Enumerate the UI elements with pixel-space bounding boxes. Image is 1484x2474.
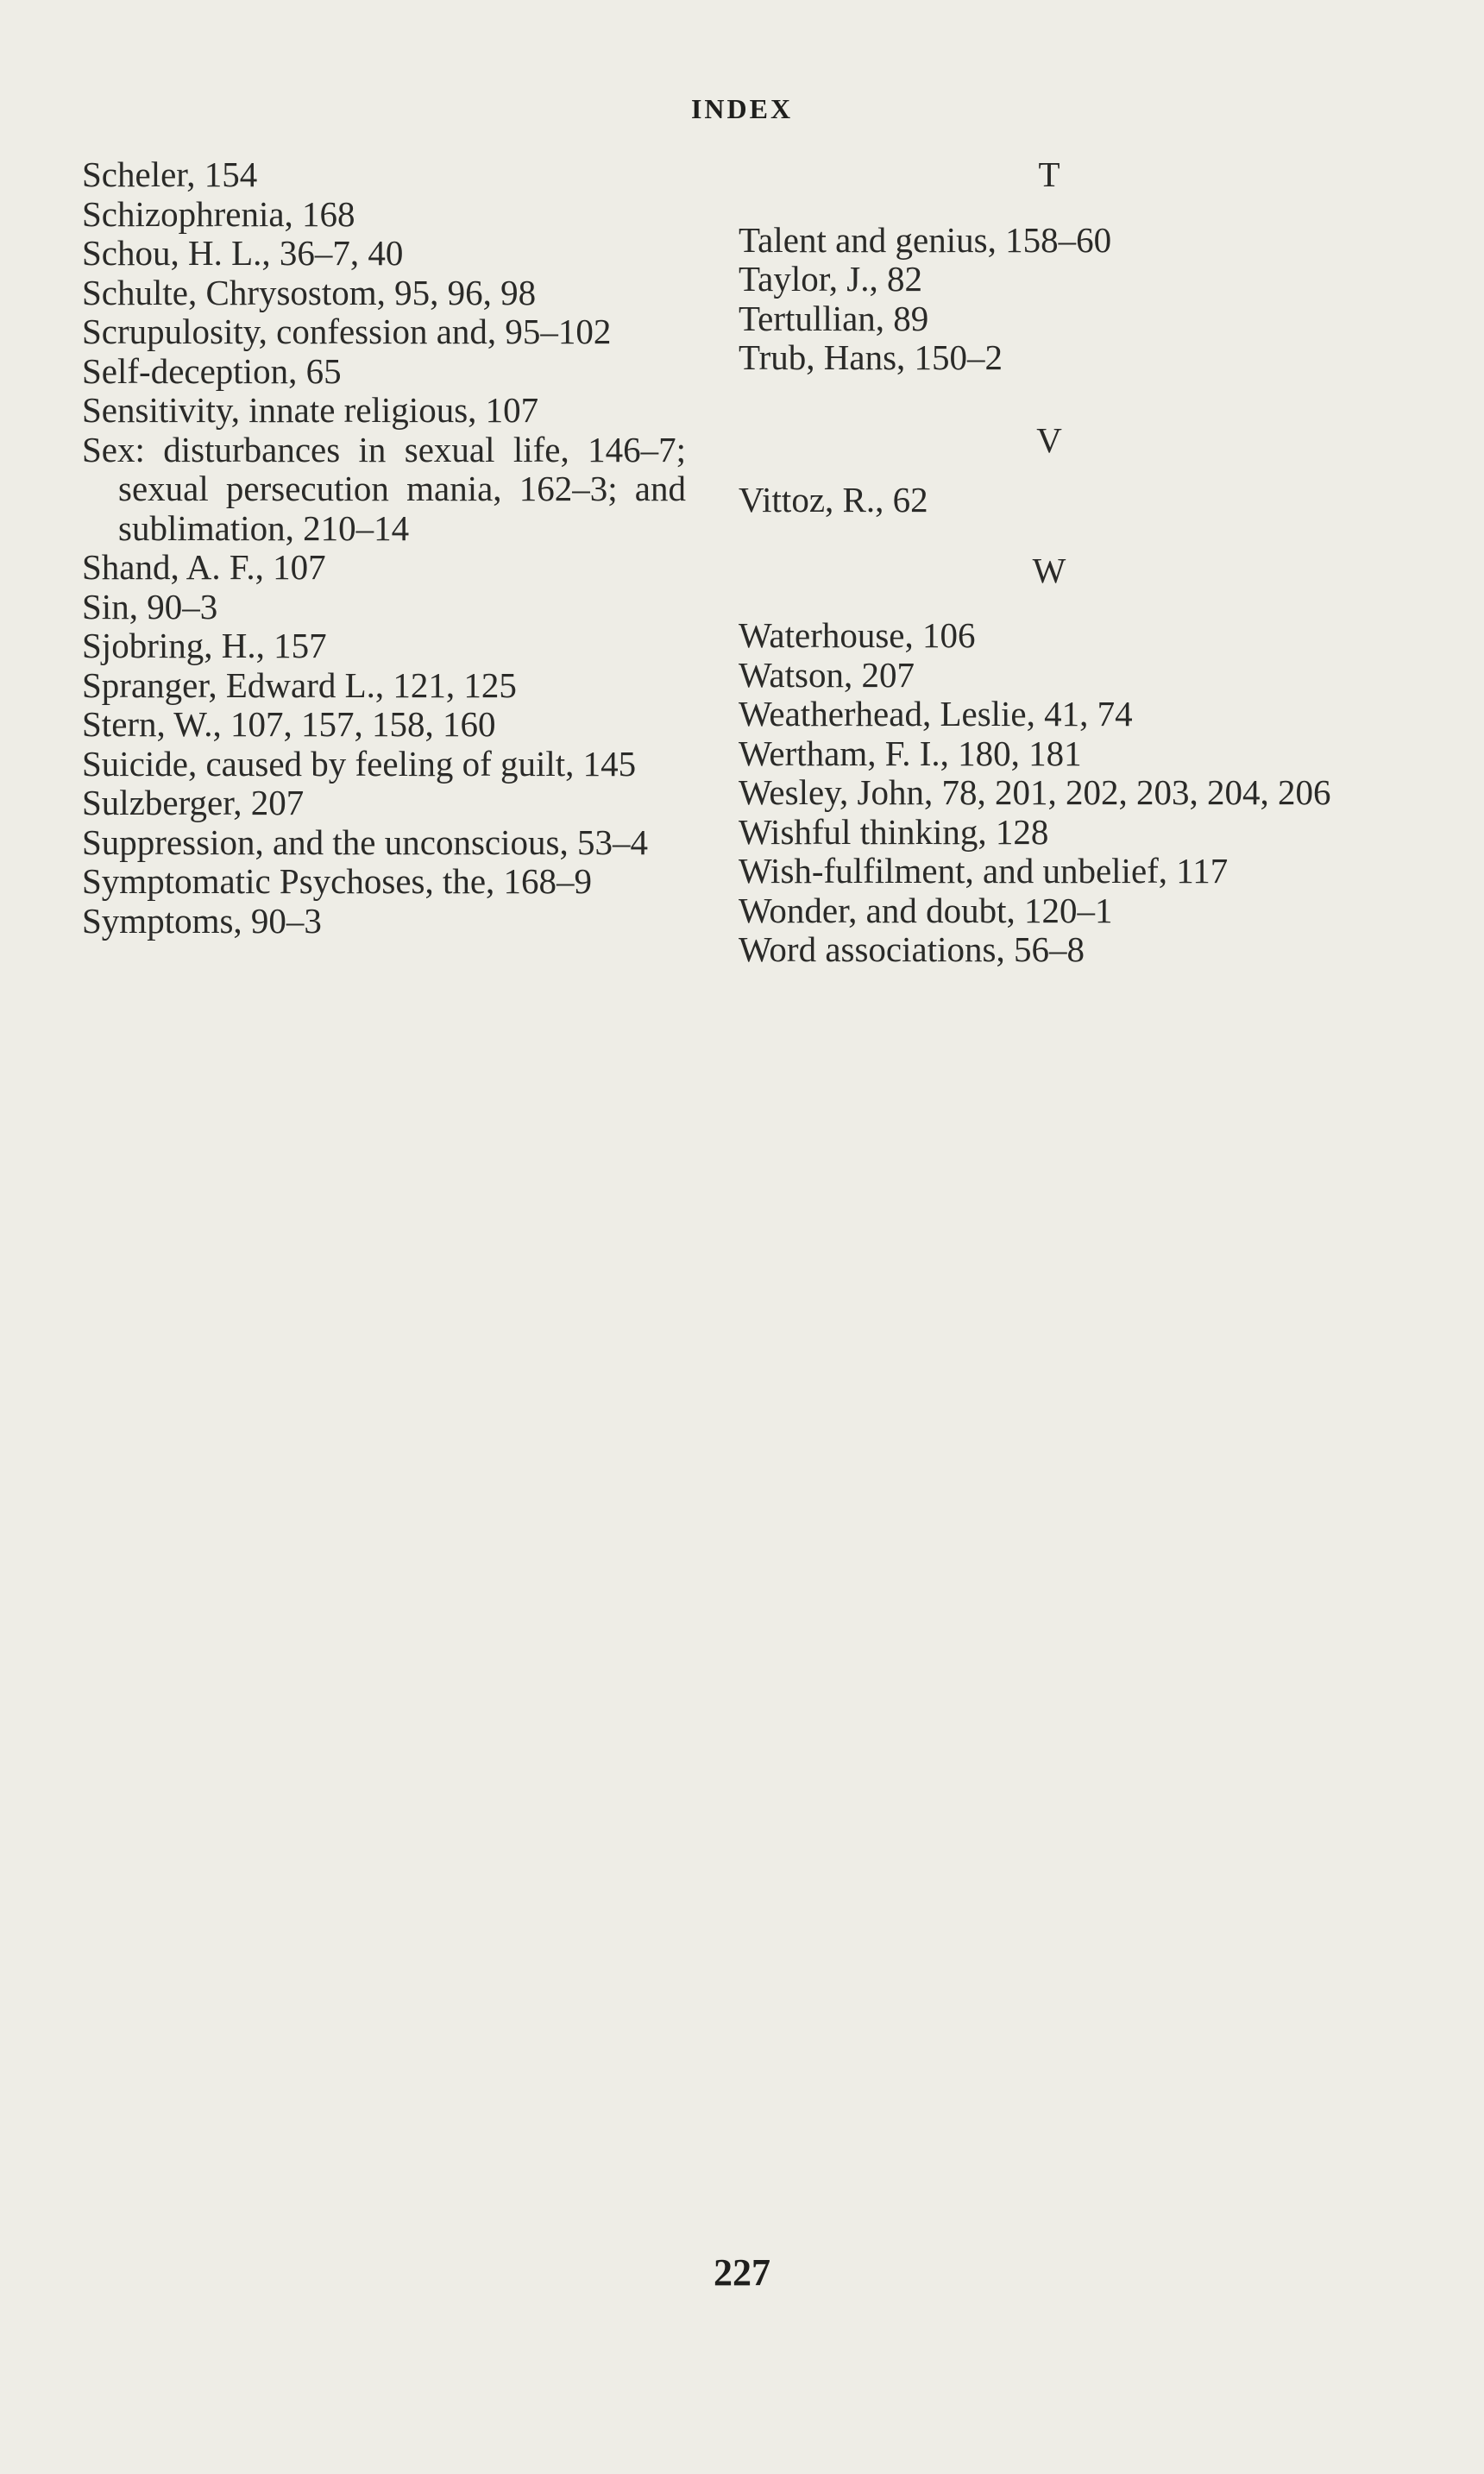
page-number: 227 [714,2251,770,2294]
index-entry: Trub, Hans, 150–2 [739,337,1003,377]
index-entry: Schulte, Chrysostom, 95, 96, 98 [82,272,537,312]
index-entry: Vittoz, R., 62 [739,480,928,519]
index-entry: Wesley, John, 78, 201, 202, 203, 204, 206 [739,772,1331,812]
index-entry: Schou, H. L., 36–7, 40 [82,233,404,273]
index-entry: Spranger, Edward L., 121, 125 [82,664,517,705]
index-entry: Waterhouse, 106 [739,615,976,655]
index-entry: Talent and genius, 158–60 [739,219,1112,260]
index-entry: Symptomatic Psychoses, the, 168–9 [82,861,593,901]
index-entry: Sex: disturbances in sexual life, 146–7; sexual persecution mania, 162–3; and sublimation, 210–14 [82,429,686,548]
page-heading: INDEX [690,93,794,124]
index-entry: Tertullian, 89 [739,298,929,338]
index-entry: Self-deception, 65 [82,350,342,391]
index-entry: Stern, W., 107, 157, 158, 160 [82,704,496,744]
index-column-left [82,155,686,941]
index-entry: Scheler, 154 [82,154,258,194]
section-letter-v: V [1036,419,1062,460]
index-column-right [739,155,1360,970]
index-entry: Sulzberger, 207 [82,783,305,822]
index-entry: Wish-fulfilment, and unbelief, 117 [739,851,1229,891]
index-entry: Taylor, J., 82 [739,259,922,299]
index-entry: Watson, 207 [739,654,915,695]
index-entry: Sin, 90–3 [82,586,218,626]
index-entry: Shand, A. F., 107 [82,547,326,587]
index-entry: Suppression, and the unconscious, 53–4 [82,822,648,862]
section-letter-w: W [1032,550,1066,590]
index-entry: Wishful thinking, 128 [739,811,1049,852]
index-entry: Wertham, F. I., 180, 181 [739,733,1082,773]
index-entry: Sjobring, H., 157 [82,626,327,665]
section-letter-t: T [1038,154,1060,194]
index-entry: Sensitivity, innate religious, 107 [82,390,539,430]
index-entry: Wonder, and doubt, 120–1 [739,890,1113,930]
index-entry: Scrupulosity, confession and, 95–102 [82,312,612,351]
index-entry: Schizophrenia, 168 [82,193,355,234]
index-entry: Word associations, 56–8 [739,929,1085,969]
index-entry: Weatherhead, Leslie, 41, 74 [739,694,1133,733]
index-entry: Suicide, caused by feeling of guilt, 145 [82,743,637,784]
index-entry: Symptoms, 90–3 [82,900,322,941]
